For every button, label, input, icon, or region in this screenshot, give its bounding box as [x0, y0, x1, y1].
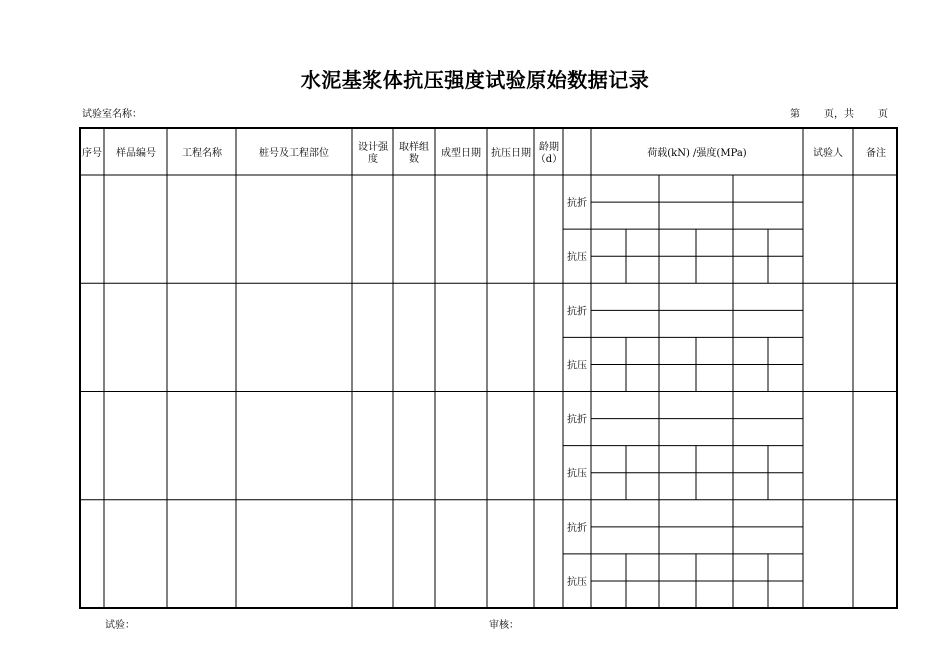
- page-of-label: 页，共: [824, 109, 854, 120]
- header-remarks: 备注: [866, 148, 886, 159]
- review-signature-label: 审核：: [489, 620, 519, 631]
- header-age-1: 龄期: [539, 142, 559, 153]
- page-no-prefix: 第: [790, 109, 800, 120]
- flexural-label: 抗折: [567, 522, 587, 534]
- header-age-2: （d）: [535, 154, 563, 165]
- flexural-label: 抗折: [567, 306, 587, 318]
- compressive-label: 抗压: [567, 252, 587, 264]
- flexural-label: 抗折: [567, 198, 587, 210]
- header-project-name: 工程名称: [182, 148, 222, 159]
- header-test-date: 抗压日期: [491, 148, 531, 159]
- header-sample-no: 样品编号: [116, 148, 156, 159]
- compressive-label: 抗压: [567, 360, 587, 372]
- table-border: [80, 128, 897, 608]
- header-pile-location: 桩号及工程部位: [259, 148, 329, 159]
- test-signature-label: 试验：: [105, 620, 135, 631]
- header-tester: 试验人: [813, 148, 843, 159]
- page-suffix: 页: [878, 109, 888, 120]
- document-title: 水泥基浆体抗压强度试验原始数据记录: [300, 68, 650, 92]
- flexural-label: 抗折: [567, 414, 587, 426]
- lab-name-label: 试验室名称：: [82, 109, 142, 120]
- header-form-date: 成型日期: [441, 148, 481, 159]
- header-load-strength: 荷载(kN) /强度(MPa): [647, 148, 747, 159]
- compressive-label: 抗压: [567, 576, 587, 588]
- header-sample-count-1: 取样组: [399, 142, 429, 153]
- header-design-strength-1: 设计强: [358, 142, 388, 153]
- header-sample-count-2: 数: [409, 154, 419, 165]
- header-design-strength-2: 度: [368, 154, 378, 165]
- header-seq: 序号: [82, 148, 102, 159]
- compressive-label: 抗压: [567, 468, 587, 480]
